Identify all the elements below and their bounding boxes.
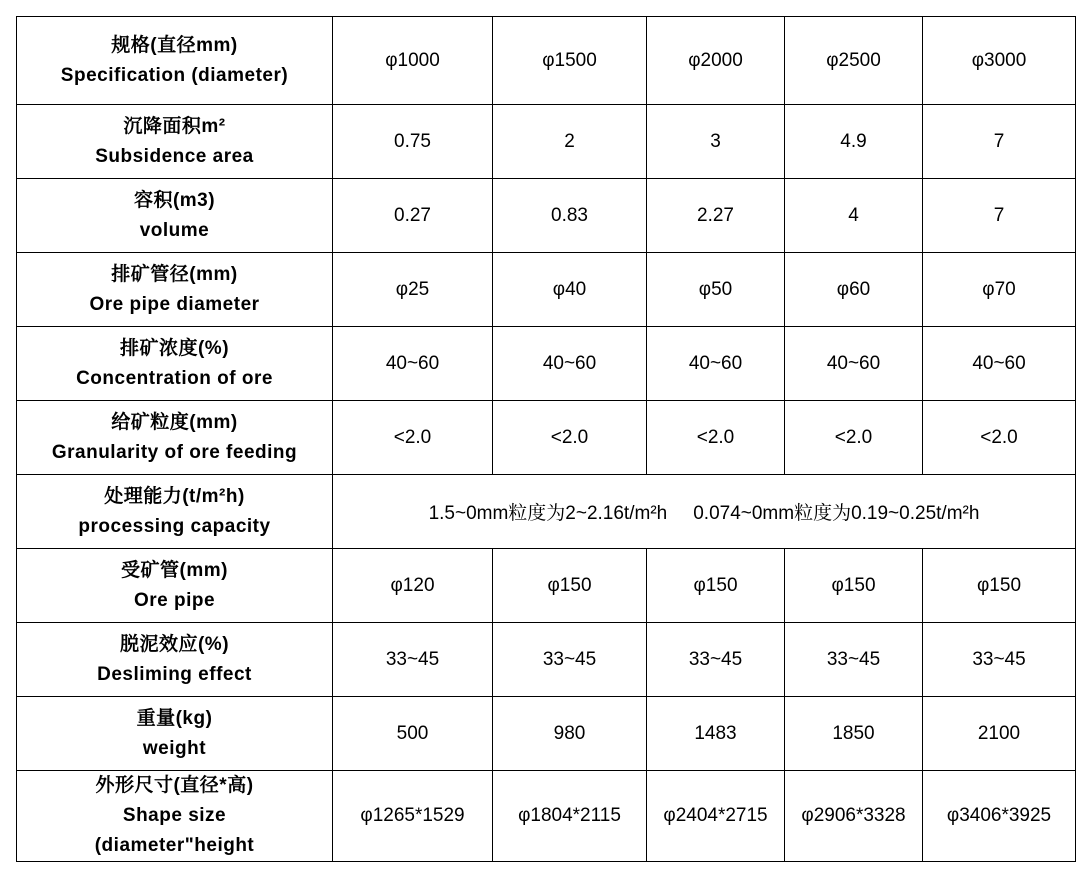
table-cell: φ50 [647,253,785,327]
row-label [17,17,333,105]
table-cell: 33~45 [923,623,1076,697]
table-cell: 7 [923,179,1076,253]
row-label-en: weight [142,737,207,759]
table-cell: 1483 [647,697,785,771]
row-label-en: Concentration of ore [76,367,273,389]
table-row-desliming-effect [17,623,1076,697]
row-label-cn: 规格(直径mm) [111,34,238,56]
table-row-granularity [17,401,1076,475]
table-row-ore-pipe-diameter [17,253,1076,327]
row-label-en: Specification (diameter) [60,64,289,86]
table-cell: 40~60 [493,327,647,401]
row-label [17,401,333,475]
row-label [17,327,333,401]
specification-table [16,16,1076,862]
table-cell: φ1804*2115 [493,771,647,862]
table-cell: 33~45 [647,623,785,697]
row-label-en: Subsidence area [95,145,254,167]
table-cell: φ60 [785,253,923,327]
table-row-concentration [17,327,1076,401]
table-cell: φ25 [333,253,493,327]
table-cell: φ150 [493,549,647,623]
table-row-processing-capacity [17,475,1076,549]
table-cell: φ2404*2715 [647,771,785,862]
table-row-weight [17,697,1076,771]
row-label-en: Ore pipe [133,589,216,611]
table-cell: φ40 [493,253,647,327]
table-cell: 7 [923,105,1076,179]
table-cell: 2.27 [647,179,785,253]
row-label-cn: 重量(kg) [136,707,213,729]
table-cell: 0.75 [333,105,493,179]
row-label-en: volume [139,219,210,241]
table-cell: φ1500 [493,17,647,105]
table-cell: φ2000 [647,17,785,105]
capacity-text-a: 1.5~0mm粒度为2~2.16t/m²h [428,503,668,524]
table-cell: 3 [647,105,785,179]
row-label-en: Granularity of ore feeding [51,441,298,463]
row-label [17,105,333,179]
row-label [17,623,333,697]
row-label-cn: 排矿管径(mm) [111,263,238,285]
table-cell: 33~45 [333,623,493,697]
row-label [17,475,333,549]
row-label-en: processing capacity [78,515,271,537]
table-cell: 33~45 [785,623,923,697]
table-cell: 40~60 [333,327,493,401]
row-label [17,697,333,771]
row-label-en: Desliming effect [97,663,252,685]
table-cell: φ150 [923,549,1076,623]
row-label-cn: 给矿粒度(mm) [111,411,238,433]
row-label [17,771,333,862]
capacity-text-b: 0.074~0mm粒度为0.19~0.25t/m²h [693,503,980,524]
table-cell: 4 [785,179,923,253]
row-label-cn: 排矿浓度(%) [119,337,230,359]
table-cell: 1850 [785,697,923,771]
row-label [17,549,333,623]
table-cell: 980 [493,697,647,771]
row-label-cn: 容积(m3) [133,189,216,211]
row-label-cn: 受矿管(mm) [121,559,228,581]
table-cell: 0.83 [493,179,647,253]
table-cell: φ1000 [333,17,493,105]
table-cell: 2 [493,105,647,179]
row-label-cn: 外形尺寸(直径*高) [95,775,254,796]
row-label-en: Ore pipe diameter [89,293,260,315]
table-cell: φ150 [785,549,923,623]
table-cell: 40~60 [923,327,1076,401]
row-label-en: Shape size [122,805,227,826]
table-cell: 40~60 [647,327,785,401]
table-cell: <2.0 [333,401,493,475]
table-cell: φ2500 [785,17,923,105]
table-row-shape-size [17,771,1076,862]
table-cell: 33~45 [493,623,647,697]
table-cell: φ120 [333,549,493,623]
table-cell: <2.0 [493,401,647,475]
row-label-cn: 脱泥效应(%) [119,633,230,655]
table-row-specification [17,17,1076,105]
table-cell: <2.0 [647,401,785,475]
table-cell: 0.27 [333,179,493,253]
row-label-en-2: (diameter"height [94,835,255,856]
table-row-subsidence-area [17,105,1076,179]
table-cell: φ1265*1529 [333,771,493,862]
table-cell: 2100 [923,697,1076,771]
table-cell: φ70 [923,253,1076,327]
table-cell: φ2906*3328 [785,771,923,862]
row-label-cn: 沉降面积m² [123,115,226,137]
table-cell: φ3000 [923,17,1076,105]
table-cell: 500 [333,697,493,771]
table-cell: φ3406*3925 [923,771,1076,862]
table-cell: φ150 [647,549,785,623]
row-label [17,253,333,327]
merged-cell [333,475,1076,549]
table-row-ore-pipe [17,549,1076,623]
table-cell: 4.9 [785,105,923,179]
table-cell: <2.0 [785,401,923,475]
table-row-volume [17,179,1076,253]
row-label-cn: 处理能力(t/m²h) [104,485,245,507]
table-cell: <2.0 [923,401,1076,475]
row-label [17,179,333,253]
table-cell: 40~60 [785,327,923,401]
